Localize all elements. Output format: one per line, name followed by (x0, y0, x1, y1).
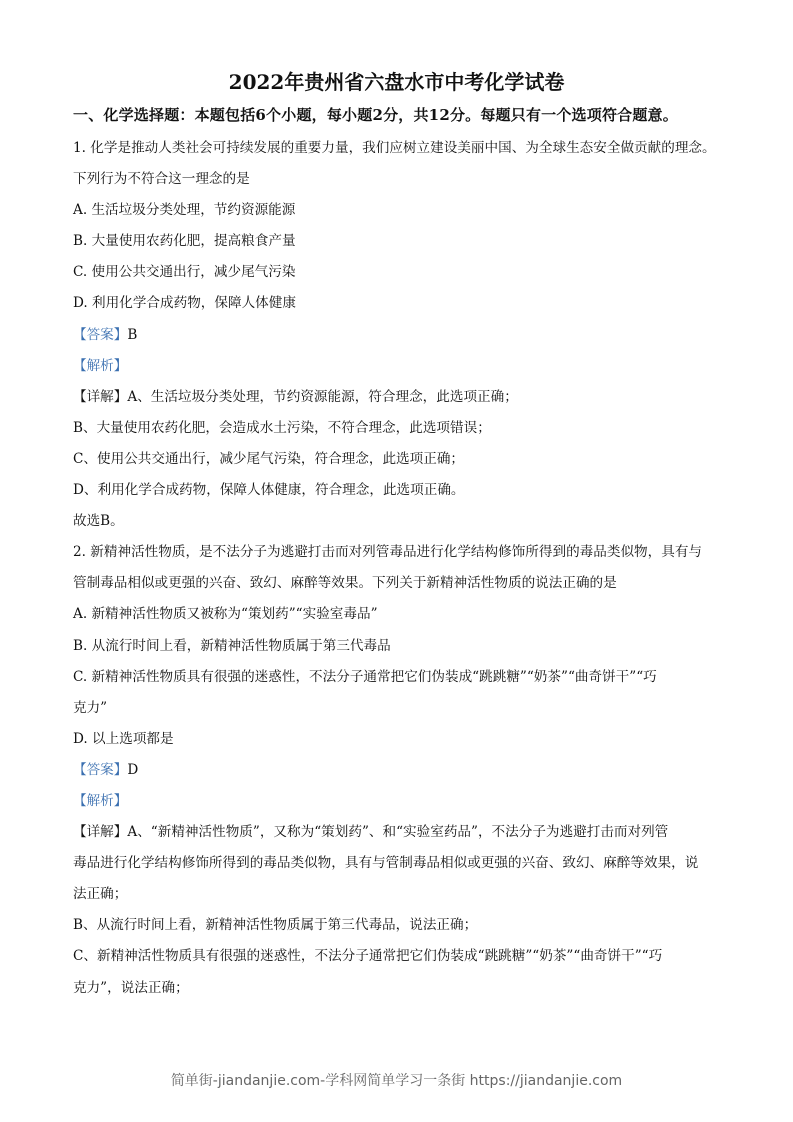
line-text: D. 以上选项都是 (73, 730, 174, 747)
line-text: 【详解】A、生活垃圾分类处理，节约资源能源，符合理念，此选项正确； (73, 388, 518, 405)
text-line (73, 413, 733, 444)
line-text: C. 新精神活性物质具有很强的迷惑性，不法分子通常把它们伪装成“跳跳糖”“奶茶”“曲奇饼干”“巧 (73, 668, 657, 685)
line-text: 故选B。 (73, 513, 124, 530)
line-text: 【详解】A、“新精神活性物质”，又称为“策划药”、和“实验室药品”，不法分子为逃避打击而对列管 (73, 824, 669, 841)
line-text: D. 利用化学合成药物，保障人体健康 (73, 295, 296, 312)
line-text: C、使用公共交通出行，减少尾气污染，符合理念，此选项正确； (73, 450, 465, 467)
text-line (73, 288, 733, 319)
answer-line (73, 755, 733, 786)
section-heading: 一、化学选择题：本题包括6个小题，每小题2分，共12分。每题只有一个选项符合题意。 (73, 106, 678, 124)
answer-line (73, 320, 733, 351)
text-line (73, 444, 733, 475)
text-line (73, 164, 733, 195)
text-line (73, 537, 733, 568)
line-text: B、大量使用农药化肥，会造成水土污染，不符合理念，此选项错误； (73, 419, 491, 436)
document-body (73, 133, 733, 1004)
line-text: B. 从流行时间上看，新精神活性物质属于第三代毒品 (73, 637, 391, 654)
text-line (73, 506, 733, 537)
text-line (73, 662, 733, 693)
watermark-footer: 简单街-jiandanjie.com-学科网简单学习一条街 https://jiandanjie.com (170, 1073, 623, 1089)
text-line (73, 817, 733, 848)
text-line (73, 133, 733, 164)
line-text: 1. 化学是推动人类社会可持续发展的重要力量，我们应树立建设美丽中国、为全球生态安全做贡献的理念。 (73, 140, 716, 156)
line-text: 下列行为不符合这一理念的是 (73, 171, 250, 188)
text-line (73, 475, 733, 506)
text-line (73, 382, 733, 413)
line-text: 克力” (73, 699, 108, 716)
line-text: 克力”，说法正确； (73, 979, 189, 996)
text-line (73, 973, 733, 1004)
text-line (73, 848, 733, 879)
text-line (73, 257, 733, 288)
text-line (73, 195, 733, 226)
text-line (73, 631, 733, 662)
line-text: D (127, 761, 139, 778)
section-tag: 【答案】 (73, 326, 128, 343)
line-text: B (127, 326, 138, 343)
line-text: C、新精神活性物质具有很强的迷惑性，不法分子通常把它们伪装成“跳跳糖”“奶茶”“曲奇饼干”“巧 (73, 948, 663, 965)
line-text: B、从流行时间上看，新精神活性物质属于第三代毒品，说法正确； (73, 917, 478, 934)
text-line (73, 910, 733, 941)
answer-line (73, 351, 733, 382)
text-line (73, 879, 733, 910)
line-text: B. 大量使用农药化肥，提高粮食产量 (73, 233, 296, 250)
line-text: 2. 新精神活性物质，是不法分子为逃避打击而对列管毒品进行化学结构修饰所得到的毒品类似物，具有与 (73, 544, 703, 561)
line-text: D、利用化学合成药物，保障人体健康，符合理念，此选项正确。 (73, 482, 465, 499)
text-line (73, 724, 733, 755)
answer-line (73, 786, 733, 817)
line-text: A. 生活垃圾分类处理，节约资源能源 (73, 202, 296, 219)
line-text: 管制毒品相似或更强的兴奋、致幻、麻醉等效果。下列关于新精神活性物质的说法正确的是 (73, 575, 617, 592)
text-line (73, 226, 733, 257)
section-tag: 【解析】 (73, 792, 128, 809)
line-text: 毒品进行化学结构修饰所得到的毒品类似物，具有与管制毒品相似或更强的兴奋、致幻、麻醉等效果，说 (73, 855, 699, 872)
section-tag: 【答案】 (73, 761, 128, 778)
text-line (73, 568, 733, 599)
text-line (73, 599, 733, 630)
document-title: 2022年贵州省六盘水市中考化学试卷 (228, 70, 565, 94)
text-line (73, 941, 733, 972)
line-text: 法正确； (73, 886, 128, 903)
text-line (73, 693, 733, 724)
line-text: C. 使用公共交通出行，减少尾气污染 (73, 264, 296, 281)
line-text: A. 新精神活性物质又被称为“策划药”“实验室毒品” (73, 606, 378, 623)
section-tag: 【解析】 (73, 357, 128, 374)
